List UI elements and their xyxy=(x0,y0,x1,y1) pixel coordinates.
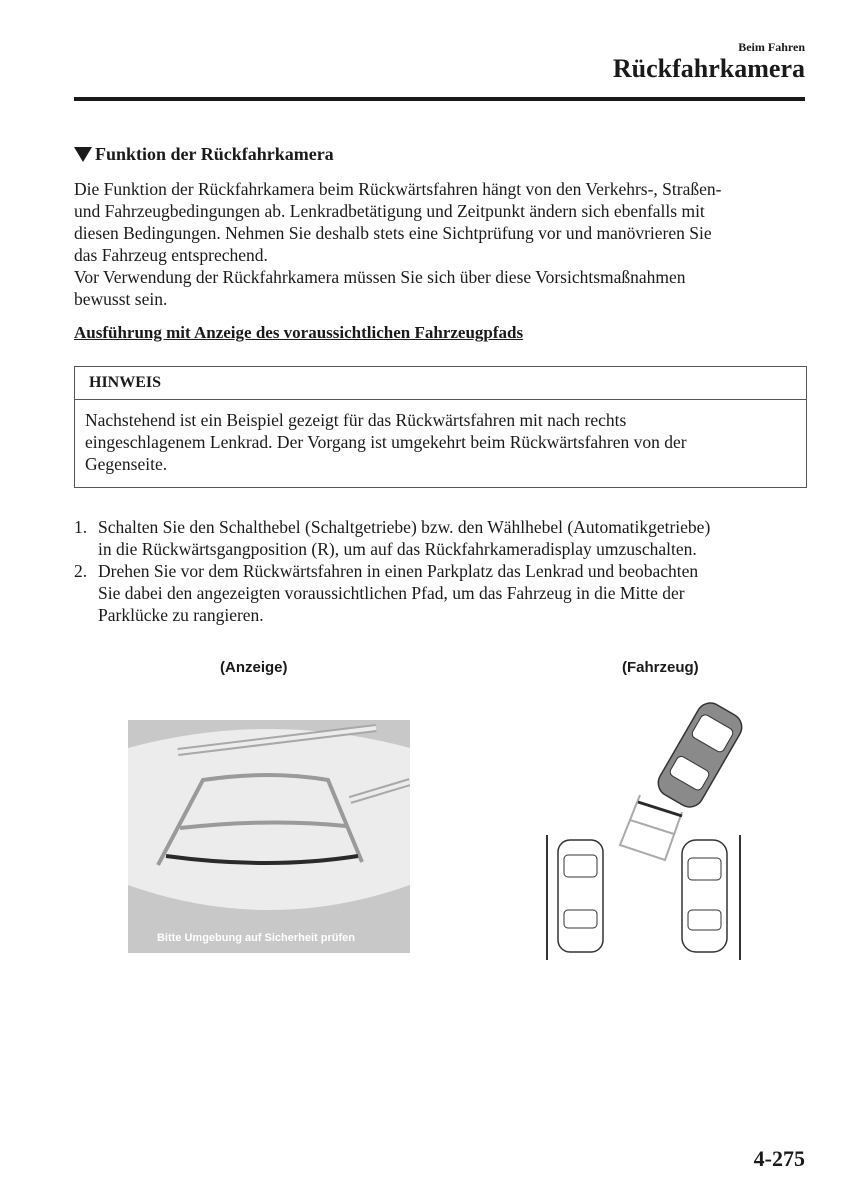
page-number: 4-275 xyxy=(753,1146,805,1171)
vehicle-illustration xyxy=(540,700,750,960)
display-warning-text: Bitte Umgebung auf Sicherheit prüfen xyxy=(156,932,355,944)
note-title: HINWEIS xyxy=(75,367,806,400)
camera-display-illustration xyxy=(128,720,410,953)
caption-display: (Anzeige) xyxy=(220,659,288,676)
note-box xyxy=(74,366,807,488)
note-line: eingeschlagenem Lenkrad. Der Vorgang ist umgekehrt beim Rückwärtsfahren von der xyxy=(85,432,687,452)
note-line: Gegenseite. xyxy=(85,454,168,474)
step-text xyxy=(98,560,698,626)
step-line: in die Rückwärtsgangposition (R), um auf das Rückfahrkameradisplay umzuschalten. xyxy=(98,539,697,559)
triangle-down-icon xyxy=(74,147,92,162)
step-line: Parklücke zu rangieren. xyxy=(98,605,264,625)
steps-list xyxy=(74,516,809,626)
page-title: Rückfahrkamera xyxy=(612,54,805,83)
intro-line: Die Funktion der Rückfahrkamera beim Rückwärtsfahren hängt von den Verkehrs-, Straßen- xyxy=(74,179,722,199)
list-item xyxy=(74,516,809,560)
header-rule xyxy=(74,97,805,101)
road-area xyxy=(128,729,410,910)
intro-line: und Fahrzeugbedingungen ab. Lenkradbetätigung und Zeitpunkt ändern sich ebenfalls mit xyxy=(74,201,705,221)
parked-car-left xyxy=(558,840,603,952)
subheading: Ausführung mit Anzeige des voraussichtlichen Fahrzeugpfads xyxy=(74,323,524,342)
reversing-car xyxy=(653,700,747,812)
step-line: Drehen Sie vor dem Rückwärtsfahren in einen Parkplatz das Lenkrad und beobachten xyxy=(98,561,699,581)
section-heading xyxy=(74,144,334,165)
intro-paragraph xyxy=(74,178,809,310)
note-body xyxy=(75,400,806,487)
note-line: Nachstehend ist ein Beispiel gezeigt für das Rückwärtsfahren mit nach rechts xyxy=(85,410,627,430)
header-section-label: Beim Fahren xyxy=(738,40,805,54)
step-line: Sie dabei den angezeigten voraussichtlichen Pfad, um das Fahrzeug in die Mitte der xyxy=(98,583,685,603)
intro-line: das Fahrzeug entsprechend. xyxy=(74,245,268,265)
intro-line: Vor Verwendung der Rückfahrkamera müssen Sie sich über diese Vorsichtsmaßnahmen xyxy=(74,267,686,287)
caption-vehicle: (Fahrzeug) xyxy=(622,659,699,676)
intro-line: diesen Bedingungen. Nehmen Sie deshalb stets eine Sichtprüfung vor und manövrieren Sie xyxy=(74,223,712,243)
step-number: 2. xyxy=(74,561,88,581)
section-heading-text: Funktion der Rückfahrkamera xyxy=(95,144,334,164)
step-line: Schalten Sie den Schalthebel (Schaltgetriebe) bzw. den Wählhebel (Automatikgetriebe) xyxy=(98,517,711,537)
step-number: 1. xyxy=(74,517,88,537)
list-item xyxy=(74,560,809,626)
intro-line: bewusst sein. xyxy=(74,289,168,309)
parked-car-right xyxy=(682,840,727,952)
step-text xyxy=(98,516,710,560)
predicted-path-guide xyxy=(620,795,682,860)
